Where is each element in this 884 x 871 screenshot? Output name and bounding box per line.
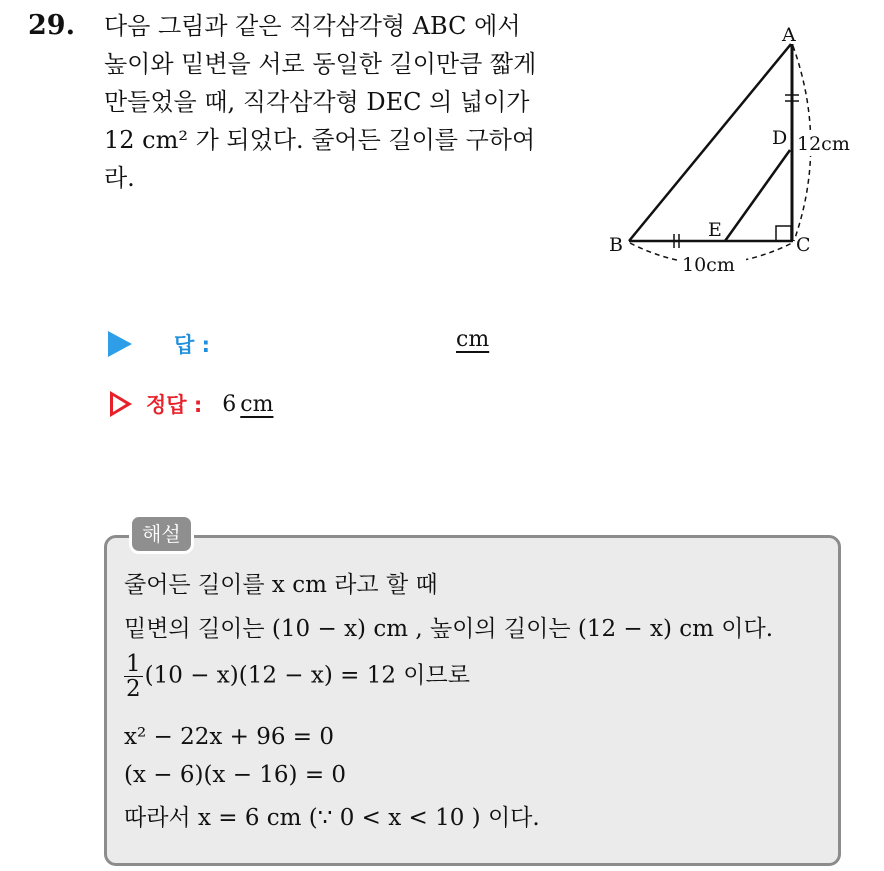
answer-label: 답 :	[174, 333, 210, 357]
question-number: 29.	[28, 10, 75, 41]
question-line-3: 만들었을 때, 직각삼각형 DEC 의 넓이가	[104, 88, 530, 116]
label-e: E	[708, 219, 722, 241]
solution-line-3-text: (10 − x)(12 − x) = 12 이므로	[144, 662, 470, 689]
correct-label: 정답 :	[146, 393, 203, 417]
answer-unit: cm	[456, 327, 490, 352]
solution-line-2: 밑변의 길이는 (10 − x) cm , 높이의 길이는 (12 − x) cm 이다.	[124, 616, 774, 642]
correct-unit: cm	[240, 391, 274, 417]
correct-answer-row	[110, 387, 273, 421]
label-b: B	[609, 234, 623, 256]
segment-de	[725, 150, 790, 241]
question-text	[104, 7, 584, 197]
right-angle-mark	[776, 226, 791, 241]
question-line-5: 라.	[104, 164, 135, 192]
question-line-2: 높이와 밑변을 서로 동일한 길이만큼 짧게	[104, 50, 537, 78]
base-label: 10cm	[682, 254, 735, 276]
question-line-4: 12 cm² 가 되었다. 줄어든 길이를 구하여	[104, 126, 536, 154]
fraction-denominator: 2	[126, 676, 141, 702]
correct-value: 6	[222, 391, 237, 417]
answer-row	[108, 327, 210, 361]
solution-line-6: 따라서 x = 6 cm (∵ 0 < x < 10 ) 이다.	[124, 805, 540, 831]
fraction-one-half	[124, 652, 143, 701]
height-label: 12cm	[797, 133, 850, 155]
question-line-1: 다음 그림과 같은 직각삼각형 ABC 에서	[104, 12, 521, 40]
solution-line-4: x² − 22x + 96 = 0	[124, 724, 335, 750]
solution-line-1: 줄어든 길이를 x cm 라고 할 때	[124, 572, 438, 598]
fraction-numerator: 1	[126, 651, 141, 677]
label-a: A	[782, 24, 796, 46]
outline-triangle-icon	[110, 391, 132, 417]
play-arrow-icon	[108, 331, 132, 357]
solution-line-3	[124, 652, 470, 701]
triangle-diagram	[600, 22, 860, 282]
label-c: C	[796, 234, 811, 256]
solution-line-5: (x − 6)(x − 16) = 0	[124, 762, 347, 788]
label-d: D	[772, 127, 788, 149]
side-ab	[629, 44, 791, 241]
solution-tab: 해설	[129, 514, 194, 554]
